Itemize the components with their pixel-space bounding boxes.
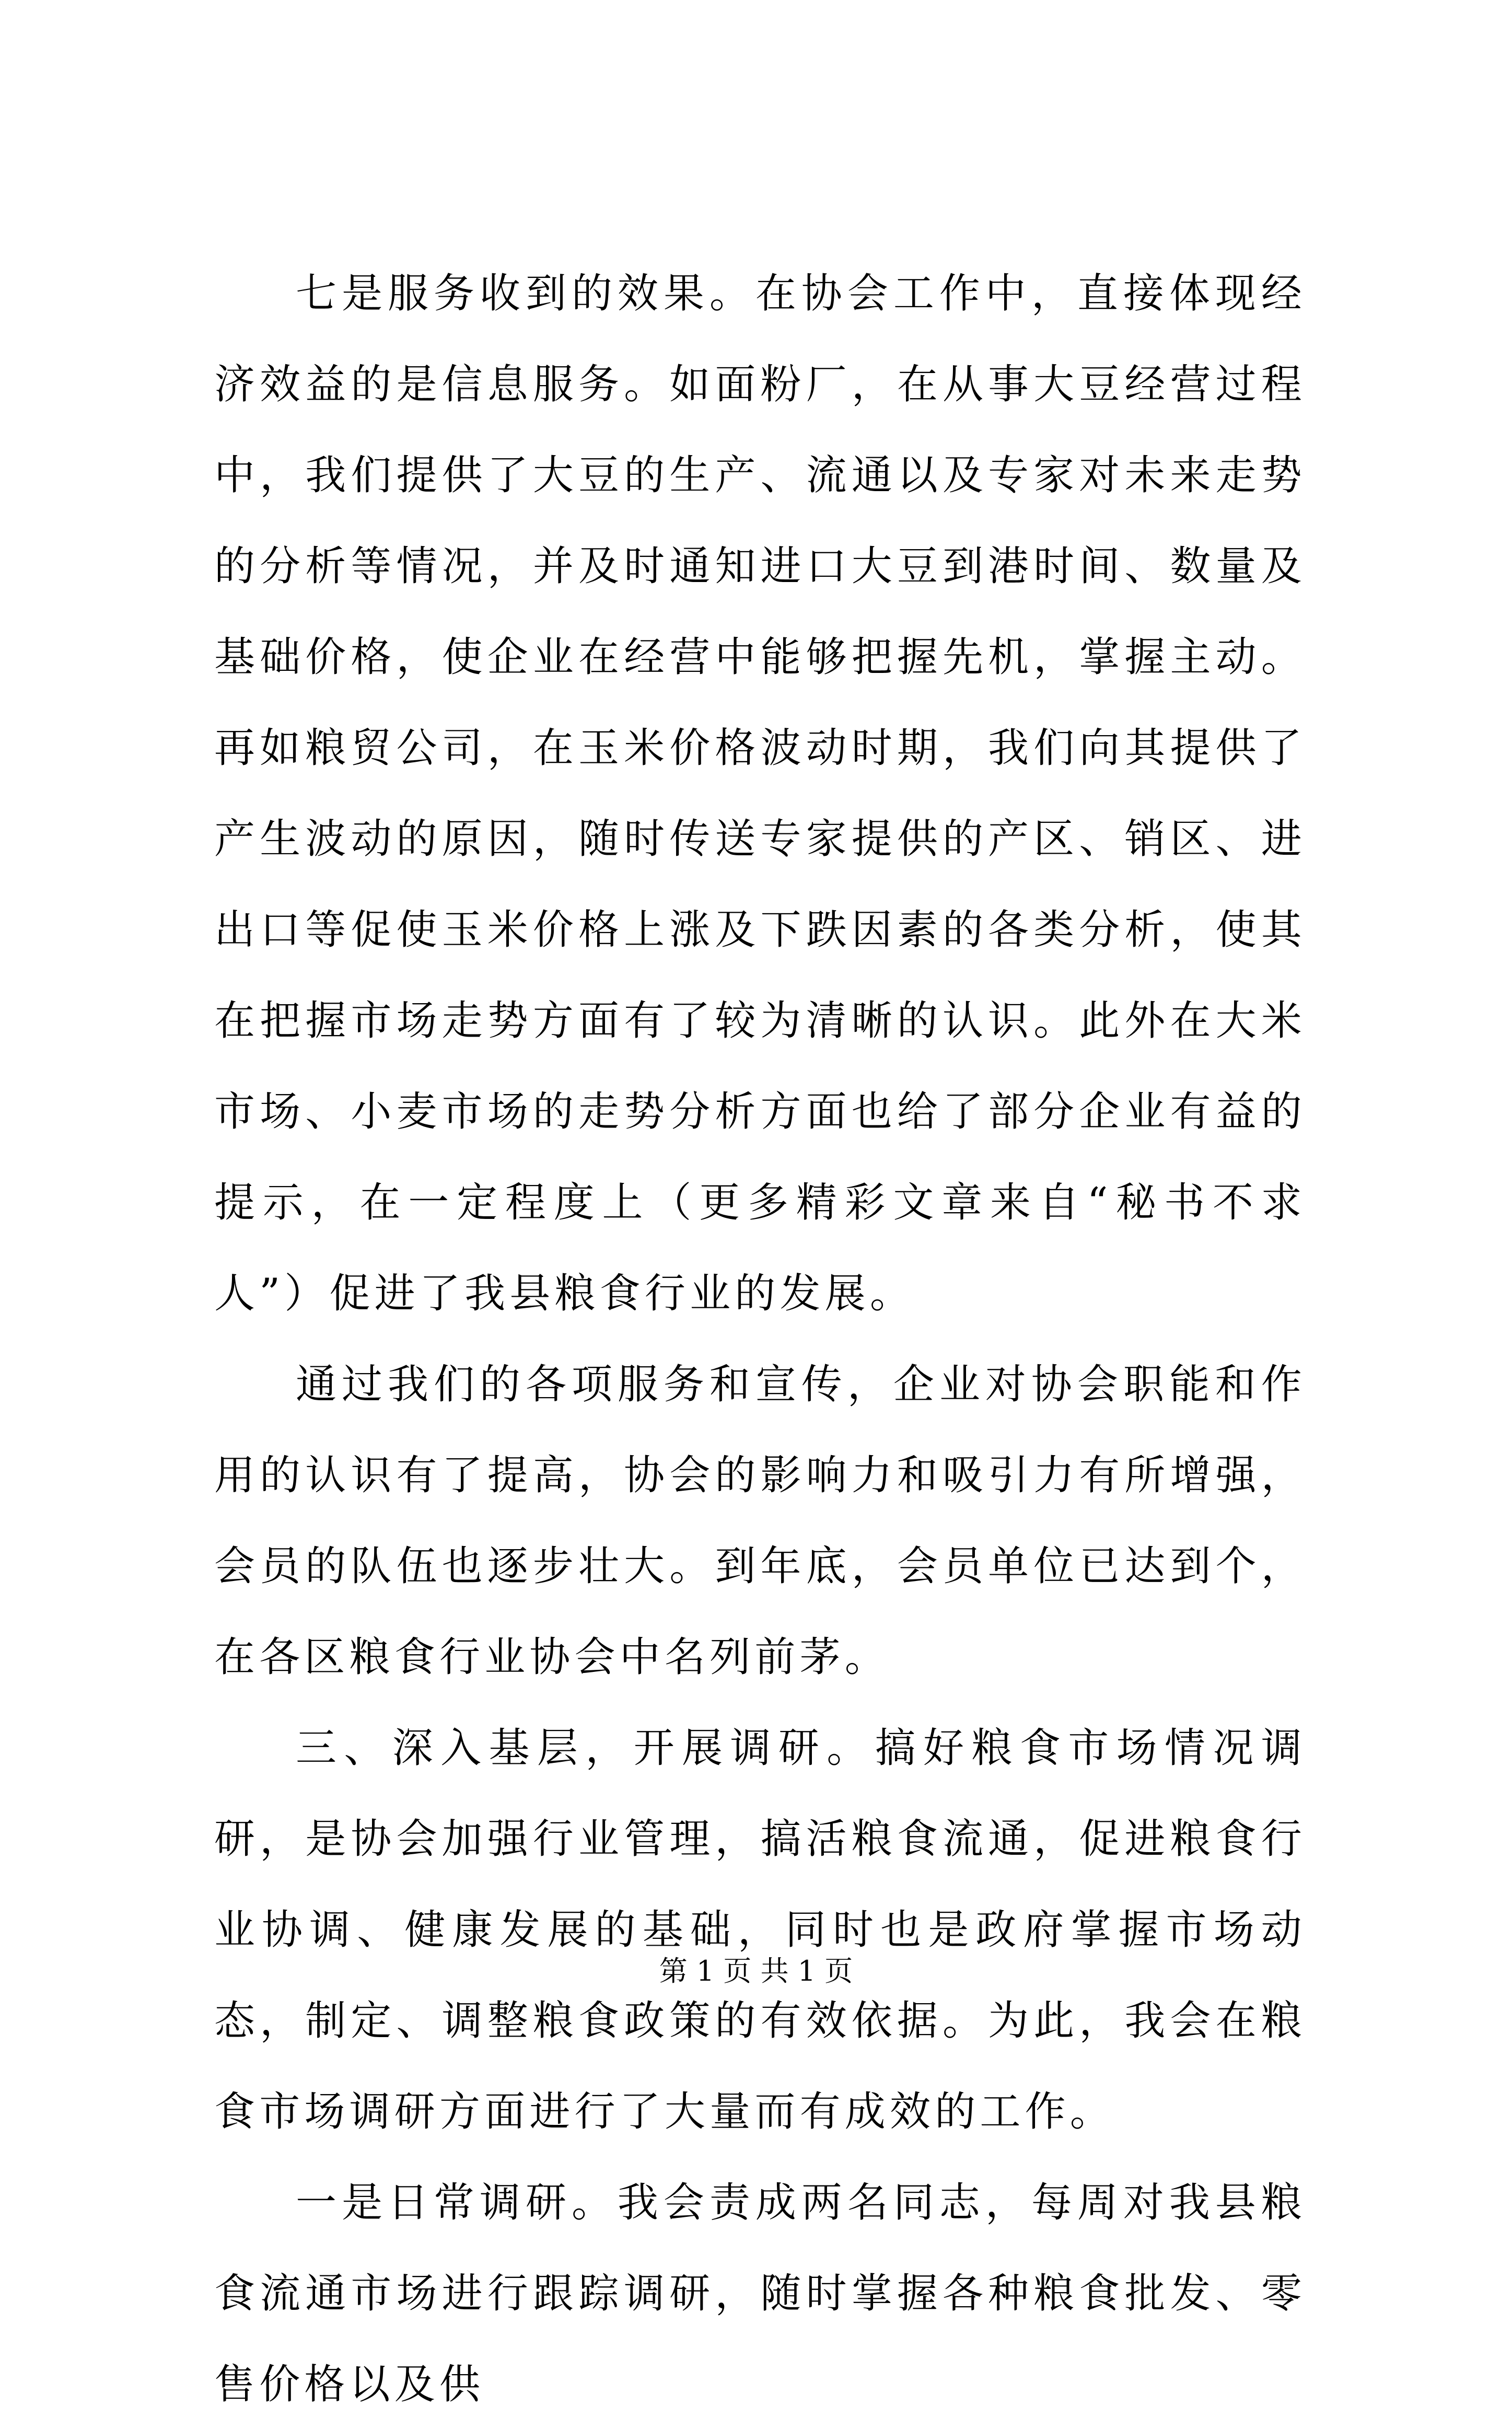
paragraph-service-effect: 七是服务收到的效果。在协会工作中，直接体现经济效益的是信息服务。如面粉厂，在从事大豆经营过程中，我们提供了大豆的生产、流通以及专家对未来走势的分析等情况，并及时通知进口大豆到港时间、数量及基础价格，使企业在经营中能够把握先机，掌握主动。再如粮贸公司，在玉米价格波动时期，我们向其提供了产生波动的原因，随时传送专家提供的产区、销区、进出口等促使玉米价格上涨及下跌因素的各类分析，使其在把握市场走势方面有了较为清晰的认识。此外在大米市场、小麦市场的走势分析方面也给了部分企业有益的提示，在一定程度上（更多精彩文章来自“秘书不求人”）促进了我县粮食行业的发展。 xyxy=(214,270,1306,1317)
paragraph-membership-growth: 通过我们的各项服务和宣传，企业对协会职能和作用的认识有了提高，协会的影响力和吸引力有所增强，会员的队伍也逐步壮大。到年底，会员单位已达到个，在各区粮食行业协会中名列前茅。 xyxy=(214,1361,1306,1681)
paragraph-research-section: 三、深入基层，开展调研。搞好粮食市场情况调研，是协会加强行业管理，搞活粮食流通，促进粮食行业协调、健康发展的基础，同时也是政府掌握市场动态，制定、调整粮食政策的有效依据。为此，我会在粮食市场调研方面进行了大量而有成效的工作。 xyxy=(214,1725,1306,2135)
paragraph-daily-research: 一是日常调研。我会责成两名同志，每周对我县粮食流通市场进行跟踪调研，随时掌握各种粮食批发、零售价格以及供 xyxy=(214,2179,1306,2408)
page-number-footer: 第 1 页 共 1 页 xyxy=(659,1955,853,1987)
document-body xyxy=(214,248,1306,2430)
